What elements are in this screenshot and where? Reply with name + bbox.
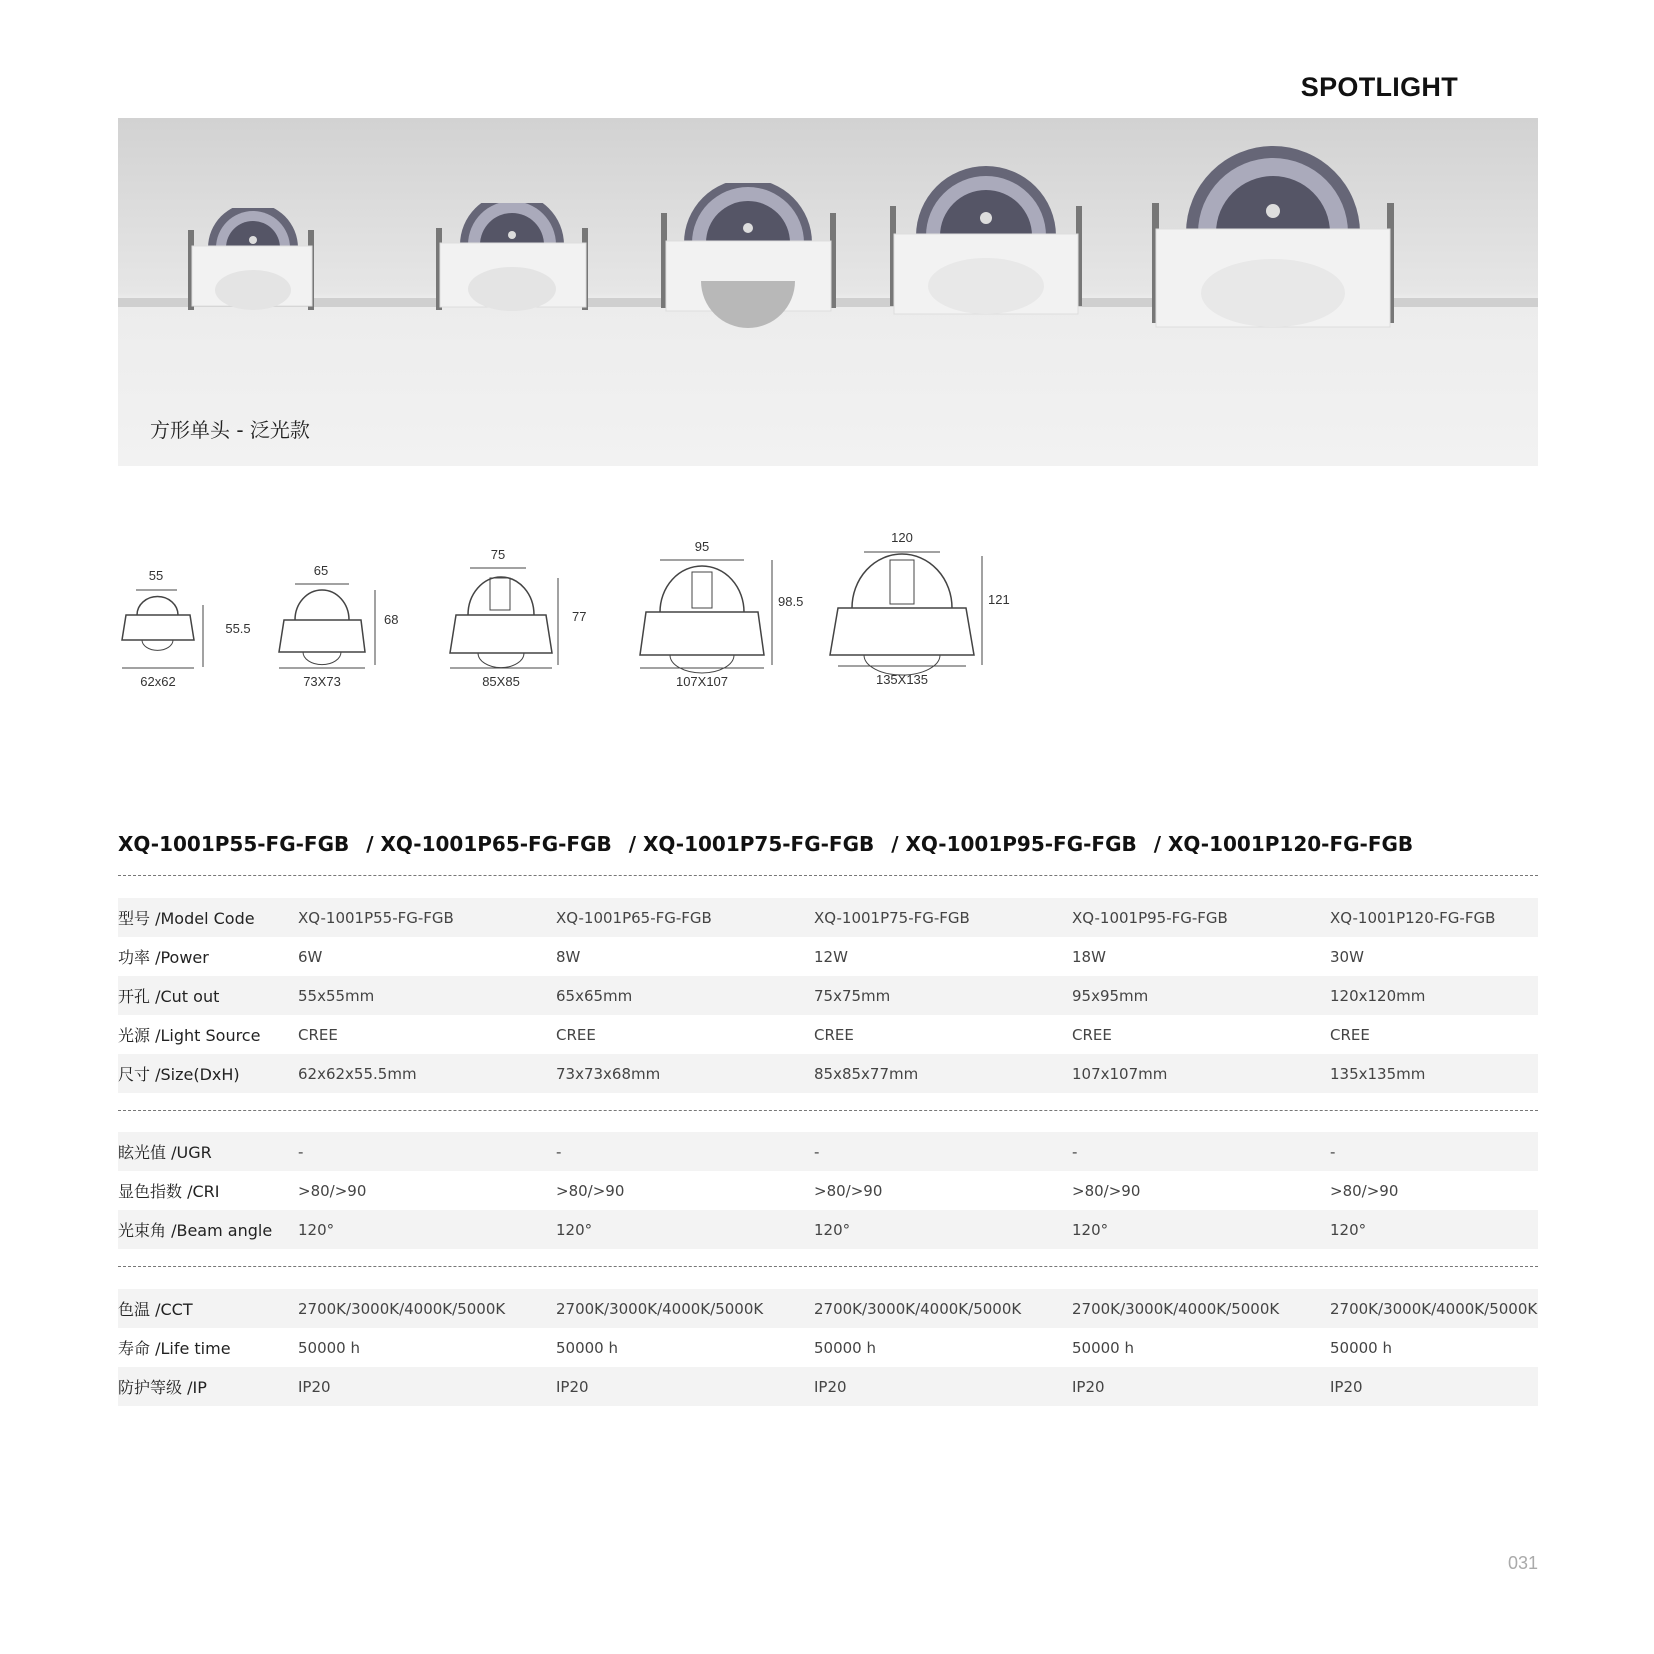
spec-group-1 [118, 898, 1538, 1093]
drawing-95-width: 95 [694, 539, 710, 554]
page-number: 031 [1507, 1553, 1538, 1573]
drawing-95 [640, 539, 803, 689]
spec-value: 18W [1072, 947, 1106, 966]
spec-label: 光源 /Light Source [118, 1026, 261, 1045]
divider [118, 875, 1538, 876]
drawing-120 [830, 530, 1010, 687]
spec-value: 62x62x55.5mm [298, 1064, 417, 1083]
spec-value: IP20 [1072, 1377, 1105, 1396]
spec-value: 8W [556, 947, 581, 966]
drawing-65 [279, 563, 398, 689]
spec-row [118, 1132, 1538, 1171]
spec-value: IP20 [556, 1377, 589, 1396]
spec-value: 95x95mm [1072, 986, 1149, 1005]
spec-value: - [556, 1142, 562, 1161]
spotlight-95-image [886, 166, 1086, 326]
spec-value: 50000 h [556, 1338, 618, 1357]
spec-label: 尺寸 /Size(DxH) [118, 1065, 240, 1084]
spec-row [118, 1054, 1538, 1093]
drawing-55 [122, 568, 251, 689]
spec-value: >80/>90 [556, 1181, 625, 1200]
model-title-0: XQ-1001P55-FG-FGB [118, 832, 350, 856]
spec-group-3 [118, 1289, 1538, 1406]
spec-value: IP20 [814, 1377, 847, 1396]
spec-value: 2700K/3000K/4000K/5000K [298, 1299, 506, 1318]
spec-group-2 [118, 1132, 1538, 1249]
spec-value: >80/>90 [298, 1181, 367, 1200]
model-title-3: / XQ-1001P95-FG-FGB [891, 832, 1137, 856]
spec-value: XQ-1001P55-FG-FGB [298, 908, 454, 927]
spec-value: 135x135mm [1330, 1064, 1426, 1083]
product-photo [118, 118, 1538, 466]
spec-label: 眩光值 /UGR [118, 1143, 212, 1162]
spec-value: CREE [1330, 1025, 1370, 1044]
spec-value: 50000 h [814, 1338, 876, 1357]
drawing-75-width: 75 [490, 547, 506, 562]
spec-value: XQ-1001P120-FG-FGB [1330, 908, 1496, 927]
spec-value: CREE [1072, 1025, 1112, 1044]
spec-row [118, 1171, 1538, 1210]
spec-value: 50000 h [1330, 1338, 1392, 1357]
spec-value: CREE [298, 1025, 338, 1044]
spec-value: 120° [814, 1220, 851, 1239]
spotlight-55-image [178, 208, 328, 318]
spec-value: >80/>90 [814, 1181, 883, 1200]
spec-row [118, 898, 1538, 937]
spec-value: 12W [814, 947, 848, 966]
divider [118, 1110, 1538, 1111]
spec-label: 光束角 /Beam angle [118, 1221, 273, 1240]
photo-caption: 方形单头 - 泛光款 [150, 418, 310, 442]
spec-value: 2700K/3000K/4000K/5000K [556, 1299, 764, 1318]
spec-value: 55x55mm [298, 986, 375, 1005]
spec-value: 50000 h [298, 1338, 360, 1357]
spec-value: 120x120mm [1330, 986, 1426, 1005]
spec-value: >80/>90 [1330, 1181, 1399, 1200]
spec-value: CREE [814, 1025, 854, 1044]
spec-label: 型号 /Model Code [118, 909, 255, 928]
spec-label: 寿命 /Life time [118, 1339, 231, 1358]
drawing-55-base: 62x62 [140, 674, 176, 689]
drawing-75-height: 77 [572, 609, 587, 624]
spec-value: 2700K/3000K/4000K/5000K [814, 1299, 1022, 1318]
spec-row [118, 976, 1538, 1015]
spec-value: 65x65mm [556, 986, 633, 1005]
spec-row [118, 1210, 1538, 1249]
drawing-120-base: 135X135 [875, 672, 929, 687]
dimension-drawings [110, 520, 1030, 700]
spec-value: 120° [556, 1220, 593, 1239]
model-list-title [118, 832, 1423, 856]
spec-value: CREE [556, 1025, 596, 1044]
model-title-1: / XQ-1001P65-FG-FGB [366, 832, 612, 856]
model-title-2: / XQ-1001P75-FG-FGB [628, 832, 875, 856]
drawing-75-base: 85X85 [482, 674, 520, 689]
drawing-65-width: 65 [313, 563, 329, 578]
divider [118, 1266, 1538, 1267]
spec-label: 显色指数 /CRI [118, 1182, 220, 1201]
spec-value: IP20 [298, 1377, 331, 1396]
spec-row [118, 1289, 1538, 1328]
drawing-55-height: 55.5 [225, 621, 251, 636]
drawing-65-base: 73X73 [303, 674, 341, 689]
spec-value: 2700K/3000K/4000K/5000K [1330, 1299, 1538, 1318]
spec-row [118, 1367, 1538, 1406]
spec-label: 功率 /Power [118, 948, 209, 967]
spec-value: - [1072, 1142, 1078, 1161]
spotlight-75-image [656, 183, 841, 333]
spec-row [118, 1328, 1538, 1367]
spec-value: 2700K/3000K/4000K/5000K [1072, 1299, 1280, 1318]
spec-value: 120° [298, 1220, 335, 1239]
page-heading: SPOTLIGHT [1300, 72, 1458, 102]
spec-label: 防护等级 /IP [118, 1378, 207, 1397]
spec-value: 30W [1330, 947, 1364, 966]
spec-value: 50000 h [1072, 1338, 1134, 1357]
model-title-4: / XQ-1001P120-FG-FGB [1153, 832, 1414, 856]
drawing-120-height: 121 [988, 592, 1010, 607]
drawing-65-height: 68 [384, 612, 399, 627]
spec-value: >80/>90 [1072, 1181, 1141, 1200]
spec-value: - [1330, 1142, 1336, 1161]
drawing-75 [450, 547, 586, 689]
spec-row [118, 937, 1538, 976]
spec-value: 6W [298, 947, 323, 966]
spec-row [118, 1015, 1538, 1054]
spec-value: 75x75mm [814, 986, 891, 1005]
spec-value: - [814, 1142, 820, 1161]
spec-label: 开孔 /Cut out [118, 987, 220, 1006]
drawing-95-height: 98.5 [778, 594, 804, 609]
spotlight-120-image [1148, 143, 1398, 343]
spec-value: 73x73x68mm [556, 1064, 661, 1083]
spotlight-65-image [428, 203, 598, 318]
spec-value: XQ-1001P95-FG-FGB [1072, 908, 1228, 927]
spec-label: 色温 /CCT [118, 1300, 193, 1319]
spec-value: 120° [1330, 1220, 1367, 1239]
spec-value: IP20 [1330, 1377, 1363, 1396]
spec-value: - [298, 1142, 304, 1161]
drawing-55-width: 55 [148, 568, 164, 583]
drawing-95-base: 107X107 [675, 674, 729, 689]
spec-value: 107x107mm [1072, 1064, 1168, 1083]
spec-value: 120° [1072, 1220, 1109, 1239]
spec-value: XQ-1001P65-FG-FGB [556, 908, 712, 927]
spec-value: 85x85x77mm [814, 1064, 919, 1083]
drawing-120-width: 120 [891, 530, 913, 545]
spec-value: XQ-1001P75-FG-FGB [814, 908, 970, 927]
